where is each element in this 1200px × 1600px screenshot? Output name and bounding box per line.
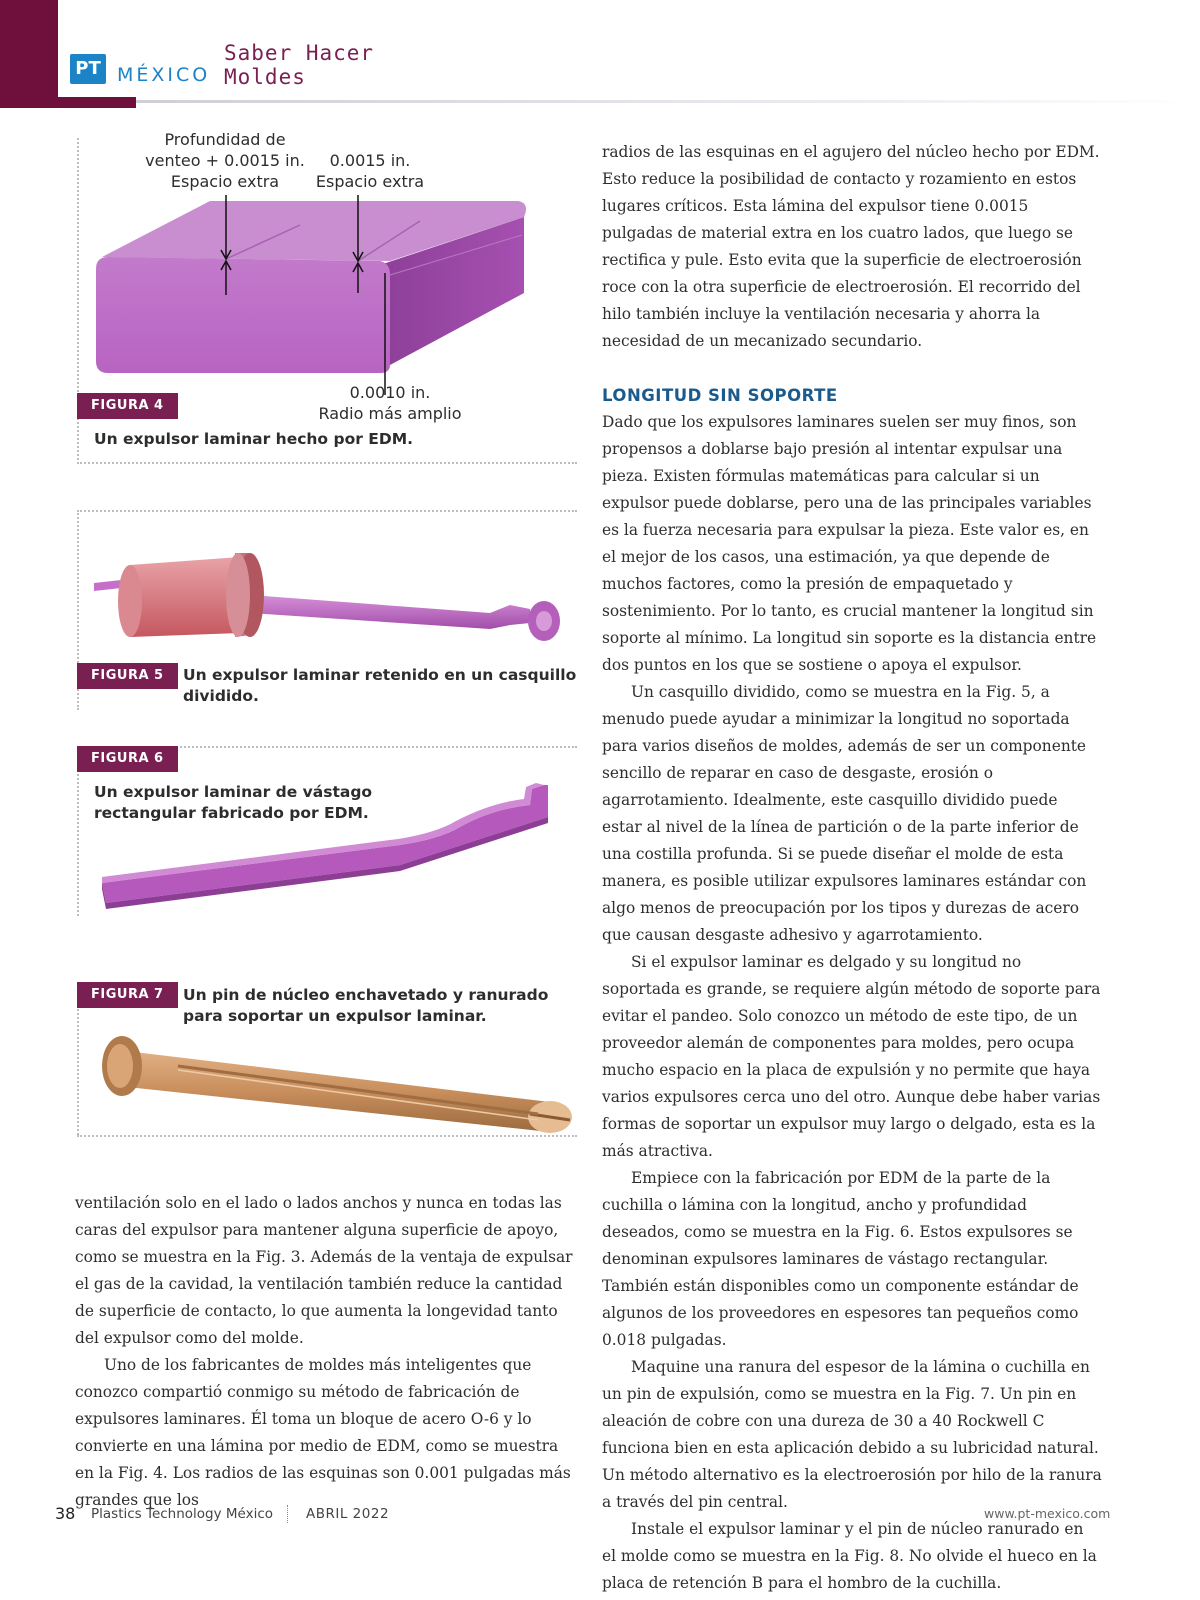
label-vent-depth [140,129,310,192]
left-paragraph-2: Uno de los fabricantes de moldes más inteligentes que conozco compartió conmigo su método de fabricación de expulsores laminares. Él toma un bloque de acero O-6 y lo convierte en una lámina por medio de EDM, como se muestra en la Fig. 4. Los radios de las esquinas son 0.001 pulgadas más grandes que los [75,1356,571,1509]
pt-logo: PT [70,54,106,84]
right-paragraph-7: Instale el expulsor laminar y el pin de núcleo ranurado en el molde como se muestra en la Fig. 8. No olvide el hueco en la placa de retención B para el hombro de la cuchilla. [602,1520,1097,1592]
figure-4-caption: Un expulsor laminar hecho por EDM. [94,430,414,448]
right-paragraph-2: Dado que los expulsores laminares suelen ser muy finos, son propensos a doblarse bajo presión al intentar expulsar una pieza. Existen fórmulas matemáticas para calcular si un expulsor puede doblarse, pero una de las principales variables es la fuerza necesaria para expulsar la pieza. Este valor es, en el mejor de los casos, una estimación, ya que depende de muchos factores, como la presión de empaquetado y sostenimiento. Por lo tanto, es crucial mantener la longitud sin soporte al mínimo. La longitud sin soporte es la distancia entre dos puntos en los que se sostiene o apoya el expulsor. [602,413,1097,674]
figure-6-badge: FIGURA 6 [77,746,178,772]
label-extra-space [300,150,440,192]
right-paragraph-4: Si el expulsor laminar es delgado y su longitud no soportada es grande, se requiere algún método de soporte para evitar el pandeo. Solo conozco un método de este tipo, de un proveedor alemán de componentes para moldes, pero ocupa mucho espacio en la placa de expulsión y no permite que haya varios expulsores cerca uno del otro. Aunque debe haber varias formas de soportar un expulsor muy largo o delgado, esta es la más atractiva. [602,953,1101,1160]
right-column [602,139,1102,1597]
figure-7-badge: FIGURA 7 [77,982,178,1008]
label-wider-radius-l1: 0.0010 in. [349,383,431,402]
figure-5-caption-l2: dividido. [183,687,259,705]
page-number: 38 [55,1504,76,1523]
label-vent-depth-l2: venteo + 0.0015 in. [145,151,305,170]
section-title-line1: Saber Hacer [224,41,375,65]
footer-divider [287,1505,288,1523]
figure-5-caption [183,665,576,707]
figure-7-caption-l2: para soportar un expulsor laminar. [183,1007,487,1025]
figure-7-illustration [98,1030,588,1140]
label-wider-radius-l2: Radio más amplio [318,404,462,423]
header-accent-bar [58,97,136,108]
figure-5-border-top [77,510,577,512]
figure-6-caption-l2: rectangular fabricado por EDM. [94,804,369,822]
logo-country: MÉXICO [117,64,211,86]
right-paragraph-1: radios de las esquinas en el agujero del núcleo hecho por EDM. Esto reduce la posibilidad de contacto y rozamiento en estos lugares críticos. Esta lámina del expulsor tiene 0.0015 pulgadas de material extra en los cuatro lados, que luego se rectifica y pule. Esto evita que la superficie de electroerosión roce con la otra superficie de electroerosión. El recorrido del hilo también incluye la ventilación necesaria y ahorra la necesidad de un mecanizado secundario. [602,143,1100,350]
label-extra-space-l1: 0.0015 in. [329,151,411,170]
footer-publication: Plastics Technology México [91,1506,274,1522]
right-paragraph-6: Maquine una ranura del espesor de la lámina o cuchilla en un pin de expulsión, como se muestra en la Fig. 7. Un pin en aleación de cobre con una dureza de 30 a 40 Rockwell C funciona bien en esta aplicación debido a su lubricidad natural. Un método alternativo es la electroerosión por hilo de la ranura a través del pin central. [602,1358,1102,1511]
right-paragraph-3: Un casquillo dividido, como se muestra en la Fig. 5, a menudo puede ayudar a minimizar la longitud no soportada para varios diseños de moldes, además de ser un componente sencillo de reparar en caso de desgaste, erosión o agarrotamiento. Idealmente, este casquillo dividido puede estar al nivel de la línea de partición o de la parte inferior de una costilla profunda. Si se puede diseñar el molde de esta manera, es posible utilizar expulsores laminares estándar con algo menos de preocupación por los tipos y durezas de acero que causan desgaste adhesivo y agarrotamiento. [602,683,1087,944]
figure-5-illustration [90,545,580,655]
footer-website: www.pt-mexico.com [984,1506,1111,1521]
label-vent-depth-l1: Profundidad de [164,130,286,149]
section-title [224,41,374,89]
header-rule [136,100,1200,103]
right-paragraph-5: Empiece con la fabricación por EDM de la parte de la cuchilla o lámina con la longitud, ancho y profundidad deseados, como se muestra en la Fig. 6. Estos expulsores se denominan expulsores laminares de vástago rectangular. También están disponibles como un componente estándar de algunos de los proveedores en espesores tan pequeños como 0.018 pulgadas. [602,1169,1079,1349]
figure-6-illustration [100,775,560,915]
left-paragraph-1: ventilación solo en el lado o lados anchos y nunca en todas las caras del expulsor para mantener alguna superficie de apoyo, como se muestra en la Fig. 3. Además de la ventaja de expulsar el gas de la cavidad, la ventilación también reduce la cantidad de superficie de contacto, lo que aumenta la longevidad tanto del expulsor como del molde. [75,1194,573,1347]
subhead-longitud: LONGITUD SIN SOPORTE [602,386,838,405]
label-vent-depth-l3: Espacio extra [170,172,280,191]
header-accent-block [0,0,58,108]
label-extra-space-l2: Espacio extra [315,172,425,191]
label-wider-radius [310,382,470,424]
figure-4-illustration [90,195,540,395]
figure-5-badge: FIGURA 5 [77,663,178,689]
figure-4-badge: FIGURA 4 [77,393,178,419]
figure-5-caption-l1: Un expulsor laminar retenido en un casquillo [183,666,577,684]
figure-6-caption-l1: Un expulsor laminar de vástago [94,783,373,801]
figure-7-caption [183,985,548,1027]
figure-4-border-bottom [77,462,577,464]
section-title-line2: Moldes [224,65,306,89]
footer-issue: ABRIL 2022 [306,1506,390,1522]
figure-7-caption-l1: Un pin de núcleo enchavetado y ranurado [183,986,549,1004]
left-column [75,1190,575,1514]
